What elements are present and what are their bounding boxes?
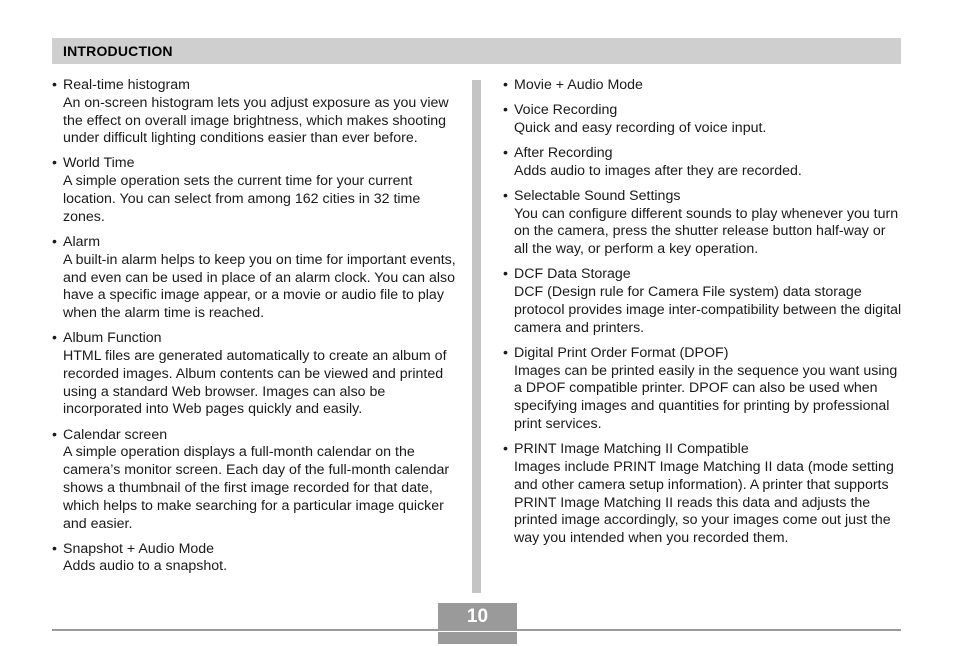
feature-item	[52, 234, 457, 323]
feature-item	[503, 77, 903, 95]
feature-title: Album Function	[63, 330, 162, 347]
page-number-base	[438, 632, 517, 644]
feature-title: DCF Data Storage	[514, 266, 631, 283]
bullet: •	[503, 144, 508, 161]
bullet: •	[503, 187, 508, 204]
section-title: INTRODUCTION	[63, 43, 173, 59]
page-number-tab	[438, 603, 517, 644]
feature-item	[52, 427, 457, 534]
feature-title: Snapshot + Audio Mode	[63, 540, 215, 557]
feature-description: A simple operation sets the current time for your current location. You can select from among 162 cities in 32 time zones.	[63, 173, 421, 225]
feature-item	[52, 77, 457, 148]
feature-item	[503, 345, 903, 434]
bullet: •	[52, 426, 57, 443]
feature-description: Quick and easy recording of voice input.	[514, 119, 767, 136]
feature-description: Adds audio to images after they are recorded.	[514, 162, 802, 179]
feature-description: Adds audio to a snapshot.	[63, 558, 228, 575]
feature-title: Voice Recording	[514, 102, 618, 119]
section-header-bar	[52, 38, 901, 64]
feature-item	[52, 541, 457, 577]
feature-item	[503, 188, 903, 259]
bullet: •	[503, 441, 508, 458]
feature-item	[52, 155, 457, 226]
feature-description: An on-screen histogram lets you adjust exposure as you view the effect on overall image brightness, which makes shooting under difficult lighting conditions easier than ever before.	[63, 94, 449, 147]
feature-item	[503, 266, 903, 337]
feature-description: DCF (Design rule for Camera File system) data storage protocol provides image inter-compatibility between the digital camera and printers.	[514, 284, 902, 336]
feature-description: HTML files are generated automatically to create an album of recorded images. Album contents can be viewed and printed using a standard Web browser. Images can also be incorporated into Web pages quickly and easily.	[63, 348, 447, 418]
bullet: •	[503, 102, 508, 119]
column-divider	[472, 80, 481, 593]
feature-title: Selectable Sound Settings	[514, 187, 681, 204]
bullet: •	[52, 540, 57, 557]
feature-item	[503, 441, 903, 548]
right-column	[503, 77, 903, 555]
feature-title: PRINT Image Matching II Compatible	[514, 441, 749, 458]
bullet: •	[503, 266, 508, 283]
feature-title: After Recording	[514, 144, 613, 161]
feature-title: Alarm	[63, 233, 101, 250]
bullet: •	[52, 77, 57, 93]
bullet: •	[503, 77, 508, 93]
feature-item	[52, 330, 457, 419]
feature-description: A built-in alarm helps to keep you on time for important events, and even can be used in place of an alarm clock. You can also have a specific image appear, or a movie or audio file to play when the alarm time is reached.	[63, 251, 456, 322]
feature-title: Digital Print Order Format (DPOF)	[514, 344, 729, 361]
feature-title: Calendar screen	[63, 426, 168, 443]
bullet: •	[52, 155, 57, 172]
feature-item	[503, 145, 903, 181]
left-column	[52, 77, 457, 584]
feature-description: Images can be printed easily in the sequence you want using a DPOF compatible printer. DPOF can also be used when specifying images and quantities for printing by professional print services.	[514, 362, 898, 433]
bullet: •	[52, 233, 57, 250]
feature-description: A simple operation displays a full-month calendar on the camera’s monitor screen. Each day of the full-month calendar shows a thumbnail of the first image recorded for that date, which helps to make searching for a particular image quicker and easier.	[63, 444, 450, 532]
feature-title: Real-time histogram	[63, 77, 190, 93]
feature-description: You can configure different sounds to play whenever you turn on the camera, press the shutter release button half-way or all the way, or perform a key operation.	[514, 205, 899, 258]
feature-title: Movie + Audio Mode	[514, 77, 643, 93]
feature-description: Images include PRINT Image Matching II data (mode setting and other camera setup information). A printer that supports PRINT Image Matching II reads this data and adjusts the printed image accordingly, so your images come out just the way you intended when you recorded them.	[514, 458, 894, 547]
feature-title: World Time	[63, 155, 135, 172]
feature-item	[503, 102, 903, 138]
bullet: •	[52, 330, 57, 347]
bullet: •	[503, 344, 508, 361]
page-number: 10	[466, 606, 489, 627]
